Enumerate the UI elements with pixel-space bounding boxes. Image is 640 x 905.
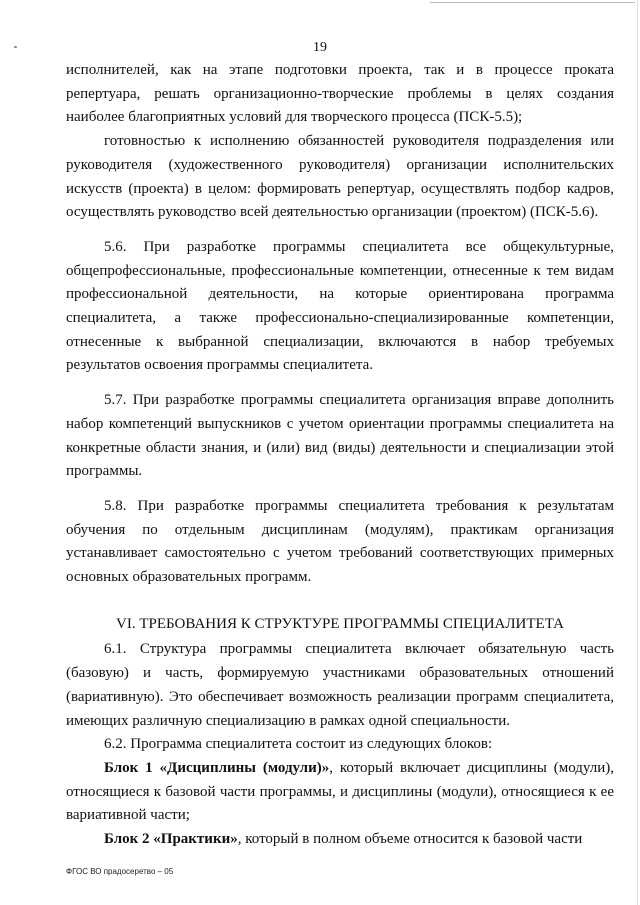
paragraph	[66, 828, 614, 852]
page-footer: ФГОС ВО прадосеретво – 05	[66, 867, 174, 876]
paragraph: готовностью к исполнению обязанностей руководителя подразделения или руководителя (художественного руководителя) организации исполнительских искусств (проекта) в целом: формировать репертуар, осуществлять подбор кадров, осуществлять руководство всей деятельностью организации (проектом) (ПСК-5.6).	[66, 133, 614, 221]
block-title: Блок 2 «Практики»	[104, 831, 238, 848]
paragraph: 5.7. При разработке программы специалитета организация вправе дополнить набор компетенций выпускников с учетом ориентации программы специалитета на конкретные области знания, и (или) вид (виды) деятельности и специализации этой программы.	[66, 392, 614, 480]
paragraph: 5.6. При разработке программы специалитета все общекультурные, общепрофессиональные, профессиональные компетенции, отнесенные к тем видам профессиональной деятельности, на которые ориентирована программа специалитета, а также профессионально-специализированные компетенции, отнесенные к выбранной специализации, включаются в набор требуемых результатов освоения программы специалитета.	[66, 238, 614, 374]
scan-artifact-edge	[637, 0, 638, 905]
paragraph: 5.8. При разработке программы специалитета требования к результатам обучения по отдельным дисциплинам (модулям), практикам организация устанавливает самостоятельно с учетом требований соответствующих примерных основных образовательных программ.	[66, 497, 614, 586]
block-title: Блок 1 «Дисциплины (модули)»	[104, 759, 330, 776]
paragraph: 6.2. Программа специалитета состоит из следующих блоков:	[104, 736, 493, 753]
document-body	[66, 59, 614, 852]
paragraph: исполнителей, как на этапе подготовки проекта, так и в процессе проката репертуара, решать организационно-творческие проблемы в целях создания наиболее благоприятных условий для творческого процесса (ПСК-5.5);	[66, 62, 614, 126]
paragraph: 6.1. Структура программы специалитета включает обязательную часть (базовую) и часть, формируемую участниками образовательных отношений (вариативную). Это обеспечивает возможность реализации программ специалитета, имеющих различную специализацию в рамках одной специальности.	[66, 641, 614, 729]
scan-artifact-line	[430, 2, 635, 3]
paragraph-text: , который в полном объеме относится к базовой части	[237, 831, 583, 848]
section-heading: VI. ТРЕБОВАНИЯ К СТРУКТУРЕ ПРОГРАММЫ СПЕЦИАЛИТЕТА	[116, 615, 564, 632]
paragraph	[66, 757, 614, 828]
page-number: 19	[313, 40, 327, 55]
paragraph-text: , который включает дисциплины (модули), относящиеся к базовой части программы, и дисциплины (модули), относящиеся к ее вариативной части;	[66, 759, 615, 824]
